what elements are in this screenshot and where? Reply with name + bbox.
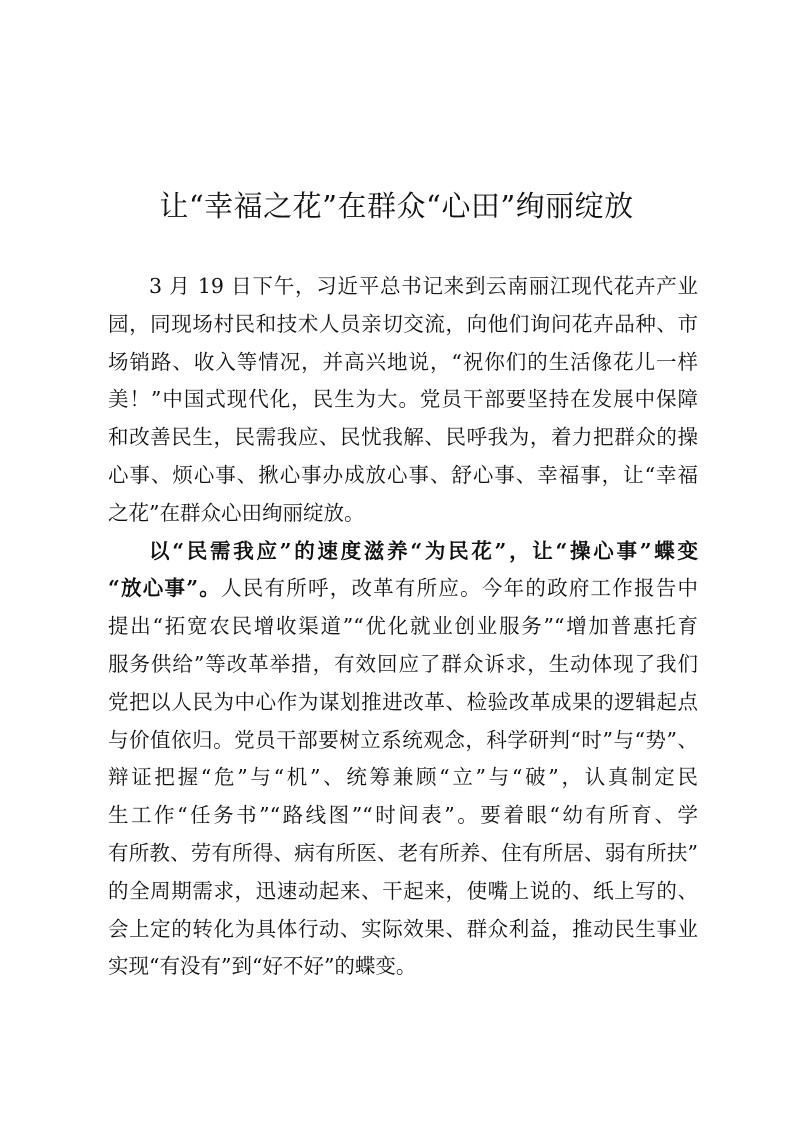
paragraph-1-line-1: 3 月 19 日下午，习近平总书记来到云南丽江现代花卉产业 xyxy=(149,274,698,298)
paragraph-2-line-12: 实现“有没有”到“好不好”的蝶变。 xyxy=(108,954,417,979)
paragraph-2-line-2-rest: 人民有所呼，改革有所应。今年的政府工作报告中 xyxy=(221,576,698,601)
paragraph-2-heading-line-2: “放心事”。 xyxy=(108,576,222,601)
paragraph-2-heading-line-1: 以“民需我应”的速度滋养“为民花”，让“操心事”蝶变 xyxy=(149,538,698,563)
paragraph-1-line-6: 心事、烦心事、揪心事办成放心事、舒心事、幸福事，让“幸福 xyxy=(108,462,698,487)
paragraph-2-line-3: 提出“拓宽农民增收渠道”“优化就业创业服务”“增加普惠托育 xyxy=(108,614,698,639)
paragraph-2-line-8: 生工作“任务书”“路线图”“时间表”。要着眼“幼有所育、学 xyxy=(108,803,698,828)
article-body xyxy=(108,268,698,986)
paragraph-2-line-7: 辩证把握“危”与“机”、统筹兼顾“立”与“破”，认真制定民 xyxy=(108,765,698,790)
paragraph-2-line-2 xyxy=(108,570,698,608)
paragraph-2-line-4: 服务供给”等改革举措，有效回应了群众诉求，生动体现了我们 xyxy=(108,651,698,676)
paragraph-2-line-6: 与价值依归。党员干部要树立系统观念，科学研判“时”与“势”、 xyxy=(108,727,698,752)
paragraph-2-line-11: 会上定的转化为具体行动、实际效果、群众利益，推动民生事业 xyxy=(108,916,698,941)
paragraph-1-line-5: 和改善民生，民需我应、民忧我解、民呼我为，着力把群众的操 xyxy=(108,425,698,450)
paragraph-1-line-2: 园，同现场村民和技术人员亲切交流，向他们询问花卉品种、市 xyxy=(108,311,698,336)
paragraph-1-line-3: 场销路、收入等情况，并高兴地说，“祝你们的生活像花儿一样 xyxy=(108,349,698,374)
paragraph-1-line-4: 美！”中国式现代化，民生为大。党员干部要坚持在发展中保障 xyxy=(108,387,698,412)
paragraph-1-line-7: 之花”在群众心田绚丽绽放。 xyxy=(108,500,365,525)
paragraph-2-line-9: 有所教、劳有所得、病有所医、老有所养、住有所居、弱有所扶” xyxy=(108,840,698,865)
article-title: 让“幸福之花”在群众“心田”绚丽绽放 xyxy=(159,189,634,223)
paragraph-2-line-10: 的全周期需求，迅速动起来、干起来，使嘴上说的、纸上写的、 xyxy=(108,878,698,903)
paragraph-2-line-5: 党把以人民为中心作为谋划推进改革、检验改革成果的逻辑起点 xyxy=(108,689,698,714)
